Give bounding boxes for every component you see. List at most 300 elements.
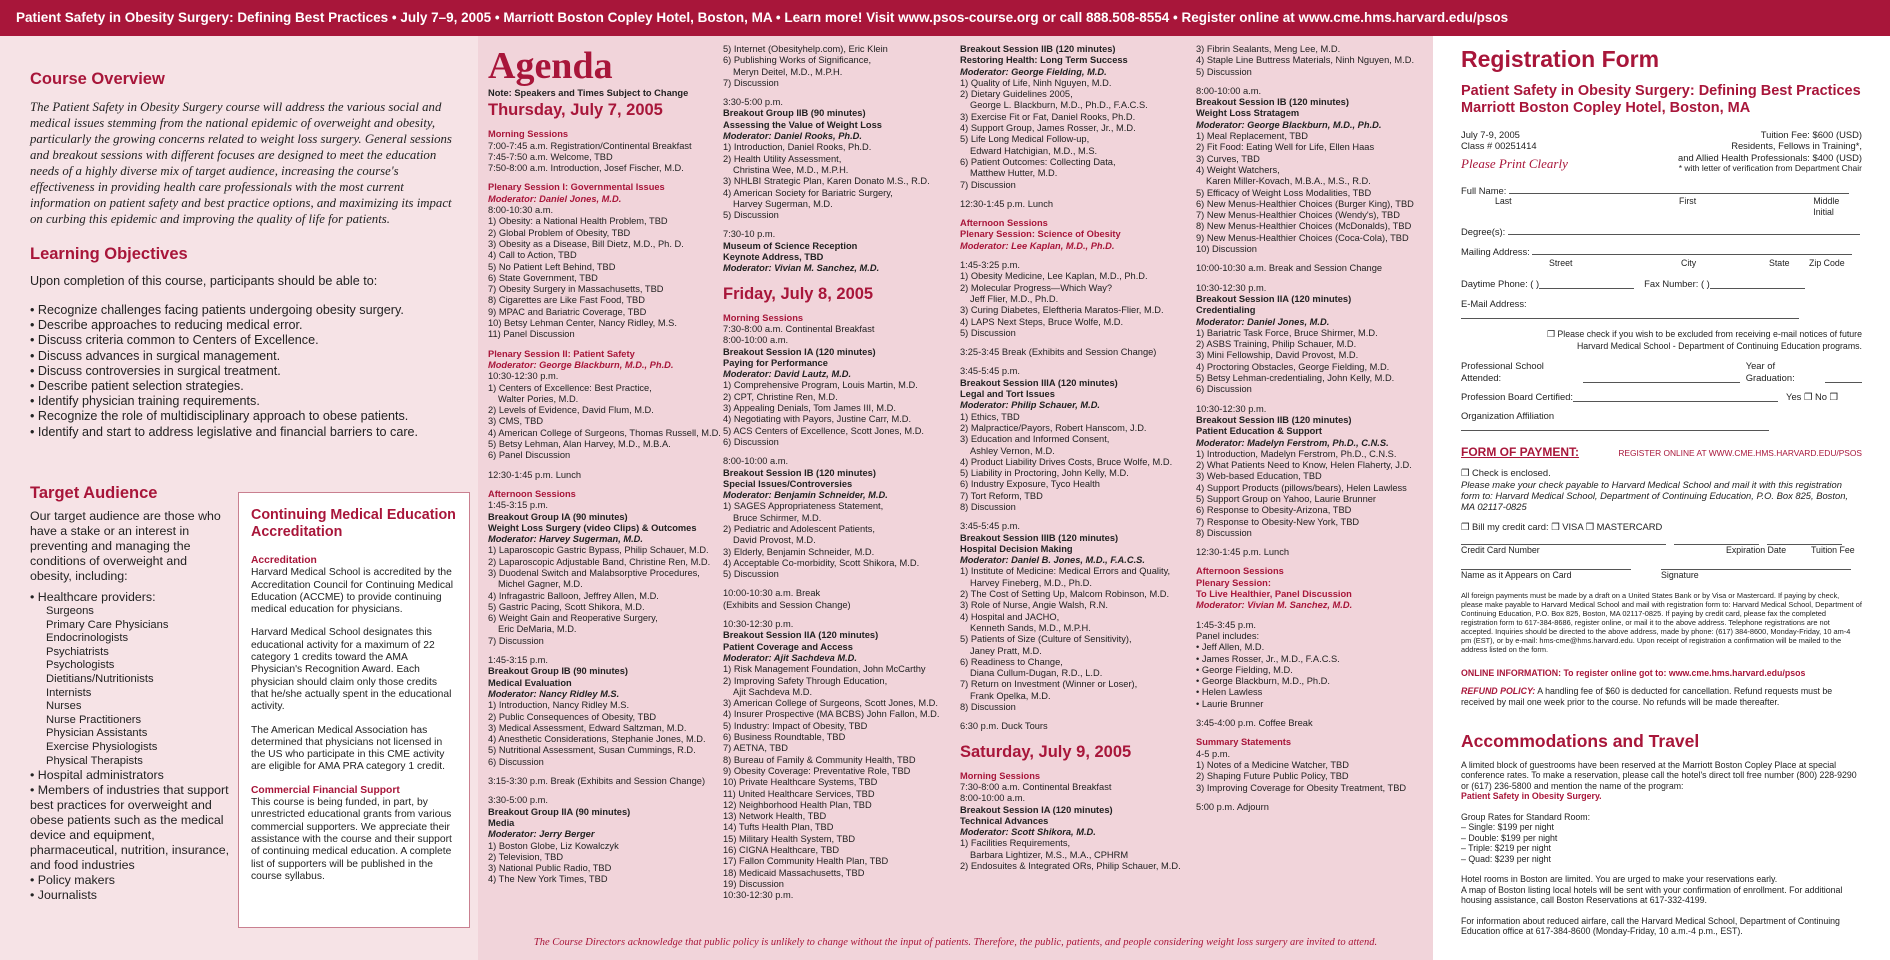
agenda-line: 2) Malpractice/Payors, Robert Hanscom, J.D. — [960, 422, 1147, 433]
audience-item: • Policy makers — [30, 873, 230, 888]
agenda-line: 2) Public Consequences of Obesity, TBD — [488, 711, 657, 722]
agenda-line: Moderator: Benjamin Schneider, M.D. — [723, 490, 888, 501]
agenda-spacer — [1196, 275, 1428, 283]
agenda-line: 3) Web-based Education, TBD — [1196, 471, 1322, 482]
agenda-line: 7) Obesity Surgery in Massachusetts, TBD — [488, 284, 664, 295]
agenda-spacer — [1196, 558, 1428, 566]
agenda-title: Agenda — [488, 45, 613, 87]
agenda-line: Meryn Deitel, M.D., M.P.H. — [733, 66, 843, 77]
agenda-line: 1) Centers of Excellence: Best Practice, — [488, 382, 652, 393]
agenda-line: Moderator: Madelyn Ferstrom, Ph.D., C.N.S. — [1196, 437, 1389, 448]
agenda-line: 8:00-10:00 a.m. — [960, 793, 1026, 804]
course-date: July 7-9, 2005 — [1461, 129, 1520, 140]
agenda-line: 6:30 p.m. Duck Tours — [960, 721, 1048, 732]
agenda-spacer — [723, 448, 958, 456]
agenda-line: 4) Hospital and JACHO, — [960, 611, 1060, 622]
agenda-line: 6) Readiness to Change, — [960, 656, 1063, 667]
agenda-line: 8) Discussion — [1196, 527, 1252, 538]
agenda-line: Plenary Session: — [1196, 577, 1271, 588]
agenda-line: 6) Patient Outcomes: Collecting Data, — [960, 156, 1116, 167]
agenda-line: 5) Nutritional Assessment, Susan Cummings, R.D. — [488, 745, 696, 756]
board-field[interactable] — [1573, 391, 1778, 402]
agenda-line: 2) The Cost of Setting Up, Malcom Robinson, M.D. — [960, 589, 1170, 600]
agenda-line: 3) National Public Radio, TBD — [488, 863, 612, 874]
target-audience-text: Our target audience are those who have a stake or an interest in preventing and managing the conditions of overweight and obesity, including: — [30, 509, 221, 583]
agenda-line: 8) Discussion — [960, 501, 1016, 512]
agenda-line: 6) Discussion — [1196, 384, 1252, 395]
agenda-line: 3) Medical Assessment, Edward Saltzman, M.D. — [488, 722, 687, 733]
agenda-line: Harvey Sugerman, M.D. — [733, 198, 833, 209]
agenda-spacer — [960, 513, 1190, 521]
agenda-line: Breakout Group IIA (90 minutes) — [488, 806, 631, 817]
agenda-line: 5) Discussion — [960, 327, 1016, 338]
agenda-line: 3) Appealing Denials, Tom James III, M.D. — [723, 403, 896, 414]
online-information[interactable]: ONLINE INFORMATION: To register online got to: www.cme.hms.harvard.edu/psos — [1461, 667, 1806, 678]
agenda-line: 1:45-3:45 p.m. — [1196, 619, 1256, 630]
agenda-line: 3) Duodenal Switch and Malabsorptive Procedures, — [488, 567, 700, 578]
agenda-line: Plenary Session: Science of Obesity — [960, 229, 1121, 240]
agenda-spacer — [488, 341, 713, 349]
agenda-line: 3) Curves, TBD — [1196, 153, 1260, 164]
agenda-line: 11) Panel Discussion — [488, 329, 575, 340]
agenda-line: 3:45-5:45 p.m. — [960, 521, 1020, 532]
agenda-line: 12:30-1:45 p.m. Lunch — [960, 198, 1054, 209]
agenda-line: 4-5 p.m. — [1196, 748, 1231, 759]
agenda-line: Media — [488, 817, 515, 828]
agenda-line: 5) Liability in Proctoring, John Kelly, M.D. — [960, 468, 1129, 479]
agenda-line: 7:30-10 p.m. — [723, 229, 776, 240]
agenda-line: Keynote Address, TBD — [723, 252, 824, 263]
course-info: July 7-9, 2005 Class # 00251414 Please Print Clearly Tuition Fee: $600 (USD) Residents, Fellows in Training*, and Allied Health Professionals: $400 (USD) * with letter of verification from Department Chair — [1461, 129, 1862, 174]
agenda-line: Morning Sessions — [488, 129, 569, 140]
agenda-spacer — [723, 611, 958, 619]
agenda-line: Restoring Health: Long Term Success — [960, 55, 1128, 66]
graduation-field[interactable] — [1825, 360, 1862, 383]
agenda-line: Breakout Session IB (120 minutes) — [723, 467, 876, 478]
full-name-field[interactable] — [1509, 193, 1849, 194]
yes-no-checkboxes[interactable]: Yes ❒ No ❒ — [1786, 390, 1838, 402]
agenda-line: Eric DeMaria, M.D. — [498, 624, 577, 635]
agenda-line: 1:45-3:15 p.m. — [488, 655, 548, 666]
acknowledgement: The Course Directors acknowledge that public policy is unlikely to change without the input of patients. Therefore, the public, patients, and people considering weight loss surgery are invited to attend. — [533, 937, 1378, 948]
school-field[interactable] — [1583, 360, 1739, 383]
agenda-spacer — [488, 462, 713, 470]
agenda-line: Breakout Session IIIB (120 minutes) — [960, 532, 1119, 543]
agenda-line: 2) Pediatric and Adolescent Patients, — [723, 523, 875, 534]
payment-header — [1461, 445, 1862, 459]
agenda-line: 3:30-5:00 p.m. — [723, 97, 783, 108]
agenda-line: 3) CMS, TBD — [488, 416, 544, 427]
audience-list — [30, 590, 230, 903]
agenda-line: Moderator: George Blackburn, M.D., Ph.D. — [1196, 119, 1382, 130]
agenda-line: 8:00-10:30 a.m. — [488, 205, 554, 216]
objective-item: • Discuss criteria common to Centers of Excellence. — [30, 333, 460, 348]
agenda-line: Moderator: George Blackburn, M.D., Ph.D. — [488, 359, 674, 370]
agenda-line: 7) Discussion — [723, 77, 779, 88]
audience-item: • Journalists — [30, 888, 230, 903]
objective-item: • Identify and start to address legislative and financial barriers to care. — [30, 425, 460, 440]
agenda-line: 10) Discussion — [1196, 244, 1257, 255]
agenda-spacer — [960, 210, 1190, 218]
agenda-panel — [478, 36, 1433, 960]
agenda-line: 4) Staple Line Buttress Materials, Ninh Nguyen, M.D. — [1196, 55, 1415, 66]
agenda-line: 12:30-1:45 p.m. Lunch — [488, 469, 582, 480]
agenda-line: Diana Cullum-Dugan, R.D., L.D. — [970, 668, 1103, 679]
agenda-line: Ashley Vernon, M.D. — [970, 445, 1055, 456]
form-of-payment-heading: FORM OF PAYMENT: — [1461, 445, 1580, 460]
agenda-line: 1) Boston Globe, Liz Kowalczyk — [488, 840, 619, 851]
cme-paragraph: Harvard Medical School is accredited by the Accreditation Council for Continuing Medical Education (ACCME) to provide continuing medical education for physicians. — [251, 567, 454, 616]
agenda-line: 18) Medicaid Massachusetts, TBD — [723, 867, 865, 878]
agenda-line: 4) Insurer Prospective (MA BCBS) John Fallon, M.D. — [723, 709, 940, 720]
agenda-spacer — [960, 191, 1190, 199]
agenda-line: Breakout Session IIIA (120 minutes) — [960, 377, 1118, 388]
agenda-spacer — [1196, 729, 1428, 737]
agenda-line: Moderator: Nancy Ridley M.S. — [488, 688, 620, 699]
register-online-link[interactable]: REGISTER ONLINE AT WWW.CME.HMS.HARVARD.EDU/PSOS — [1618, 448, 1862, 459]
agenda-line: • George Blackburn, M.D., Ph.D. — [1196, 676, 1330, 687]
agenda-line: 7) New Menus-Healthier Choices (Wendy's), TBD — [1196, 210, 1400, 221]
agenda-line: 9) Obesity Coverage: Preventative Role, TBD — [723, 765, 911, 776]
agenda-line: 3) Education and Informed Consent, — [960, 434, 1110, 445]
agenda-line: 2) ASBS Training, Philip Schauer, M.D. — [1196, 339, 1357, 350]
agenda-line: 1) Comprehensive Program, Louis Martin, M.D. — [723, 380, 918, 391]
agenda-line: 13) Network Health, TBD — [723, 811, 827, 822]
phone-field[interactable] — [1539, 278, 1634, 289]
agenda-line: 10) Betsy Lehman Center, Nancy Ridley, M.S. — [488, 318, 677, 329]
agenda-day-heading: Thursday, July 7, 2005 — [488, 101, 663, 120]
agenda-line: 6) Industry Exposure, Tyco Health — [960, 479, 1100, 490]
agenda-spacer — [723, 275, 958, 283]
agenda-line: (Exhibits and Session Change) — [723, 599, 851, 610]
print-clearly: Please Print Clearly — [1461, 155, 1568, 171]
agenda-line: Hospital Decision Making — [960, 543, 1073, 554]
agenda-line: 2) Molecular Progress—Which Way? — [960, 282, 1113, 293]
card-labels: Credit Card Number Expiration Date Tuition Fee — [1461, 545, 1855, 556]
agenda-line: • Jeff Allen, M.D. — [1196, 642, 1265, 653]
credit-card-option[interactable]: ❒ Bill my credit card: ❒ VISA ❒ MASTERCARD — [1461, 520, 1663, 532]
agenda-line: 4) Anesthetic Considerations, Stephanie Jones, M.D. — [488, 734, 706, 745]
agenda-line: 4) American Society for Bariatric Surgery, — [723, 187, 893, 198]
agenda-line: 3:15-3:30 p.m. Break (Exhibits and Session Change) — [488, 776, 706, 787]
agenda-line: 5) Gastric Pacing, Scott Shikora, M.D. — [488, 601, 645, 612]
tuition-fee: Tuition Fee: $600 (USD) — [1760, 129, 1862, 140]
agenda-line: 3) Obesity as a Disease, Bill Dietz, M.D., Ph. D. — [488, 238, 684, 249]
agenda-line: 10) Private Healthcare Systems, TBD — [723, 777, 878, 788]
provider-item: Physical Therapists — [46, 754, 143, 767]
agenda-line: 4) Support Products (pillows/bears), Helen Lawless — [1196, 482, 1407, 493]
agenda-line: Breakout Group IIB (90 minutes) — [723, 108, 866, 119]
mailing-address-field[interactable] — [1532, 254, 1852, 255]
agenda-spacer — [488, 647, 713, 655]
class-number: Class # 00251414 — [1461, 140, 1537, 152]
agenda-line: 1) SAGES Appropriateness Statement, — [723, 501, 884, 512]
agenda-line: 1) Ethics, TBD — [960, 411, 1020, 422]
agenda-line: 1) Facilities Requirements, — [960, 838, 1071, 849]
agenda-line: 1) Notes of a Medicine Watcher, TBD — [1196, 759, 1349, 770]
agenda-line: 1) Introduction, Madelyn Ferstrom, Ph.D., C.N.S. — [1196, 448, 1397, 459]
agenda-line: 3) Role of Nurse, Angie Walsh, R.N. — [960, 600, 1108, 611]
agenda-line: 4) Support Group, James Rosser, Jr., M.D. — [960, 123, 1136, 134]
agenda-line: 12) Neighborhood Health Plan, TBD — [723, 799, 872, 810]
agenda-line: 12:30-1:45 p.m. Lunch — [1196, 547, 1290, 558]
agenda-line: 4) American College of Surgeons, Thomas Russell, M.D. — [488, 427, 721, 438]
agenda-line: 7:30-8:00 a.m. Continental Breakfast — [960, 781, 1112, 792]
agenda-line: Moderator: David Lautz, M.D. — [723, 369, 852, 380]
agenda-line: Afternoon Sessions — [488, 488, 576, 499]
agenda-line: 1) Introduction, Nancy Ridley M.S. — [488, 700, 630, 711]
agenda-line: 5) Industry: Impact of Obesity, TBD — [723, 720, 868, 731]
agenda-line: • Helen Lawless — [1196, 687, 1263, 698]
agenda-line: Weight Loss Surgery (video Clips) & Outcomes — [488, 522, 697, 533]
agenda-line: Breakout Group IA (90 minutes) — [488, 511, 628, 522]
agenda-line: 10:30-12:30 p.m. — [1196, 282, 1267, 293]
agenda-spacer — [1196, 794, 1428, 802]
provider-item: Nurses — [46, 700, 82, 713]
agenda-line: 2) Laparoscopic Adjustable Band, Christine Ren, M.D. — [488, 556, 711, 567]
agenda-column-2 — [723, 44, 958, 901]
agenda-spacer — [1196, 78, 1428, 86]
provider-item: Physician Assistants — [46, 727, 148, 740]
agenda-line: 2) Levels of Evidence, David Flum, M.D. — [488, 405, 654, 416]
agenda-line: 7) AETNA, TBD — [723, 743, 788, 754]
agenda-line: 1) Quality of Life, Ninh Nguyen, M.D. — [960, 77, 1112, 88]
agenda-line: 5) Support Group on Yahoo, Laurie Brunner — [1196, 493, 1377, 504]
agenda-line: 10:30-12:30 p.m. — [723, 619, 794, 630]
agenda-column-3 — [960, 44, 1190, 872]
agenda-line: 8) Bureau of Family & Community Health, TBD — [723, 754, 916, 765]
agenda-line: 7:30-8:00 a.m. Continental Breakfast — [723, 323, 875, 334]
check-instructions: Please make your check payable to Harvard Medical School and mail it with this registration form to: Harvard Medical School, Department of Continuing Education, P.O. Box 825, Boston, MA 02117-0825 — [1461, 478, 1849, 513]
agenda-line: 3:45-5:45 p.m. — [960, 366, 1020, 377]
agenda-line: 3:30-5:00 p.m. — [488, 795, 548, 806]
financial-support-heading: Commercial Financial Support — [251, 784, 400, 796]
agenda-line: Harvey Fineberg, M.D., Ph.D. — [970, 577, 1092, 588]
agenda-line: 4) Infragastric Balloon, Jeffrey Allen, M.D. — [488, 590, 659, 601]
agenda-spacer — [488, 174, 713, 182]
agenda-line: 1) Institute of Medicine: Medical Errors and Quality, — [960, 566, 1171, 577]
agenda-column-1 — [488, 44, 721, 886]
agenda-line: Breakout Session IIB (120 minutes) — [960, 44, 1116, 54]
agenda-line: 4) Product Liability Drives Costs, Bruce Wolfe, M.D. — [960, 456, 1173, 467]
left-panel — [0, 36, 478, 960]
agenda-line: 2) Improving Safety Through Education, — [723, 675, 888, 686]
agenda-line: Afternoon Sessions — [1196, 566, 1284, 577]
agenda-line: Credentialing — [1196, 305, 1256, 316]
school-row: Professional School Attended: Year of Graduation: — [1461, 360, 1862, 383]
provider-item: Dietitians/Nutritionists — [46, 672, 154, 685]
agenda-line: Plenary Session I: Governmental Issues — [488, 182, 665, 193]
agenda-line: Special Issues/Controversies — [723, 478, 853, 489]
agenda-line: Moderator: Philip Schauer, M.D. — [960, 400, 1100, 411]
objective-item: • Discuss controversies in surgical treatment. — [30, 364, 460, 379]
agenda-spacer — [1196, 255, 1428, 263]
agenda-line: 7) Tort Reform, TBD — [960, 490, 1043, 501]
audience-item: • Members of industries that support best practices for overweight and obese patients such as the medical device and equipment, pharmaceutical, nutrition, insurance, and food industries — [30, 783, 230, 873]
agenda-line: 6) Business Roundtable, TBD — [723, 732, 846, 743]
agenda-line: Breakout Session IA (120 minutes) — [960, 804, 1113, 815]
agenda-line: 3) Improving Coverage for Obesity Treatment, TBD — [1196, 782, 1407, 793]
agenda-line: 3) American College of Surgeons, Scott Jones, M.D. — [723, 698, 938, 709]
agenda-line: 1) Introduction, Daniel Rooks, Ph.D. — [723, 142, 872, 153]
payment-fine-print: All foreign payments must be made by a draft on a United States Bank or by Visa or Mastercard. If paying by check, please make payable to Harvard Medical School and mail with registration form to: Harvard Medical School, Department of Continuing Education, P.O. Box 825, Boston, MA 02117-0825. If paying by credit card, please fax the completed registration form to 617-384-8686, register online, or mail it to the above address. Telephone registrations are not accepted. Inquiries should be directed to the above address, made by phone: (617) 384-8600, Monday-Friday, 10 am-4 pm (EST), or by e-mail: hms-cme@hms.harvard.edu. Upon receipt of registration a confirmation will be mailed to the address listed on the form. — [1461, 590, 1862, 654]
agenda-line: 10:30-12:30 p.m. — [488, 371, 559, 382]
cme-title: Continuing Medical Education Accreditation — [251, 507, 456, 540]
agenda-line: 5) Discussion — [1196, 66, 1252, 77]
agenda-line: 10:00-10:30 a.m. Break — [723, 588, 821, 599]
agenda-line: Christina Wee, M.D., M.P.H. — [733, 164, 849, 175]
agenda-spacer — [488, 481, 713, 489]
agenda-line: 3) Curing Diabetes, Eleftheria Maratos-Flier, M.D. — [960, 305, 1164, 316]
registration-subtitle: Patient Safety in Obesity Surgery: Defining Best Practices Marriott Boston Copley Hotel, Boston, MA — [1461, 83, 1861, 116]
agenda-line: Weight Loss Stratagem — [1196, 108, 1300, 119]
agenda-line: Morning Sessions — [723, 312, 804, 323]
agenda-line: 2) Endosuites & Integrated ORs, Philip Schauer, M.D. — [960, 861, 1181, 871]
agenda-spacer — [960, 763, 1190, 771]
agenda-line: Moderator: George Fielding, M.D. — [960, 66, 1107, 77]
agenda-spacer — [1196, 710, 1428, 718]
agenda-line: 4) Negotiating with Payors, Justine Carr, M.D. — [723, 414, 912, 425]
agenda-line: 6) Publishing Works of Significance, — [723, 55, 872, 66]
agenda-line: 1:45-3:25 p.m. — [960, 260, 1020, 271]
name-row: Full Name: Last First Middle Initial — [1461, 185, 1862, 219]
agenda-line: Moderator: Lee Kaplan, M.D., Ph.D. — [960, 240, 1115, 251]
agenda-line: Morning Sessions — [960, 770, 1041, 781]
exclude-checkbox[interactable]: ❒ Please check if you wish to be excluded from receiving e-mail notices of future Harvard Medical School - Department of Continuing Education programs. — [1547, 329, 1862, 351]
agenda-line: Moderator: Daniel Rooks, Ph.D. — [723, 131, 862, 142]
agenda-line: Breakout Session IA (120 minutes) — [723, 346, 876, 357]
agenda-line: Moderator: Scott Shikora, M.D. — [960, 827, 1096, 838]
provider-item: Nurse Practitioners — [46, 713, 142, 726]
fax-field[interactable] — [1710, 278, 1805, 289]
phone-row: Daytime Phone: ( ) Fax Number: ( ) — [1461, 278, 1862, 289]
agenda-line: George L. Blackburn, M.D., Ph.D., F.A.C.S. — [970, 100, 1148, 111]
agenda-line: Moderator: Daniel B. Jones, M.D., F.A.C.S. — [960, 555, 1145, 566]
provider-item: Psychologists — [46, 659, 115, 672]
agenda-line: Moderator: Jerry Berger — [488, 829, 595, 840]
agenda-line: Breakout Group IB (90 minutes) — [488, 666, 628, 677]
agenda-line: 5) ACS Centers of Excellence, Scott Jones, M.D. — [723, 425, 924, 436]
agenda-spacer — [488, 787, 713, 795]
agenda-line: Kenneth Sands, M.D., M.P.H. — [970, 622, 1091, 633]
agenda-line: 3:45-4:00 p.m. Coffee Break — [1196, 718, 1313, 729]
provider-item: Internists — [46, 686, 92, 699]
agenda-line: 2) Shaping Future Public Policy, TBD — [1196, 771, 1349, 782]
org-row: Organization Affiliation — [1461, 410, 1862, 433]
agenda-line: 6) Weight Gain and Reoperative Surgery, — [488, 613, 658, 624]
agenda-line: Medical Evaluation — [488, 677, 572, 688]
agenda-line: Breakout Session IIA (120 minutes) — [1196, 293, 1352, 304]
agenda-line: 14) Tufts Health Plan, TBD — [723, 822, 834, 833]
agenda-spacer — [1196, 539, 1428, 547]
agenda-line: David Provost, M.D. — [733, 535, 816, 546]
cme-paragraph: The American Medical Association has determined that physicians not licensed in the US who participate in this CME activity are eligible for AMA PRA category 1 credit. — [251, 724, 446, 773]
agenda-line: 8:00-10:00 a.m. — [723, 456, 789, 467]
agenda-line: 6) New Menus-Healthier Choices (Burger King), TBD — [1196, 198, 1414, 209]
agenda-line: 2) Television, TBD — [488, 851, 564, 862]
objectives-intro: Upon completion of this course, participants should be able to: — [30, 274, 378, 288]
agenda-column-4 — [1196, 44, 1428, 813]
agenda-line: Edward Hatchigian, M.D., M.S. — [970, 145, 1098, 156]
agenda-line: Janey Pratt, M.D. — [970, 645, 1042, 656]
agenda-line: 1) Obesity Medicine, Lee Kaplan, M.D., Ph.D. — [960, 271, 1148, 282]
agenda-line: 5) Betsy Lehman-credentialing, John Kelly, M.D. — [1196, 373, 1395, 384]
check-option[interactable]: ❒ Check is enclosed. — [1461, 467, 1551, 479]
accommodations-text: A limited block of guestrooms have been reserved at the Marriott Boston Copley Place at special conference rates. To make a reservation, please call the hotel's direct toll free number (800) 228-9290 or (617) 236-5800 and mention the name of the program: Patient Safety in Obesity Surgery. Group Rates for Standard Room: – Single: $199 per night – Double: $199 per night – Triple: $219 per night – Quad: $239 per night Hotel rooms in Boston are limited. You are urged to make your reservations early. A map of Boston listing local hotels will be sent with your confirmation of enrollment. For additional housing assistance, call Boston Reservations at 617-332-4199. For information about reduced airfare, call the Harvard Medical School, Department of Continuing Education office at 617-384-8600 (Monday-Friday, 10 a.m.-4 p.m., EST). — [1461, 759, 1857, 937]
cme-paragraph: This course is being funded, in part, by unrestricted educational grants from various commercial supporters. We appreciate their assistance with the course and their support of continuing medical education. A complete list of supporters will be published in the course syllabus. — [251, 797, 452, 882]
agenda-line: Summary Statements — [1196, 737, 1292, 748]
agenda-line: Paying for Performance — [723, 357, 828, 368]
agenda-line: Afternoon Sessions — [960, 218, 1048, 229]
agenda-line: 1:45-3:15 p.m. — [488, 500, 548, 511]
agenda-line: 2) Fit Food: Eating Well for Life, Ellen Haas — [1196, 142, 1375, 153]
signature-labels: Name as it Appears on Card Signature — [1461, 569, 1699, 580]
agenda-line: Moderator: Vivian M. Sanchez, M.D. — [1196, 600, 1353, 611]
agenda-line: 2) Global Problem of Obesity, TBD — [488, 227, 631, 238]
agenda-day-heading: Saturday, July 9, 2005 — [960, 742, 1132, 761]
agenda-line: 7:00-7:45 a.m. Registration/Continental Breakfast — [488, 140, 692, 151]
agenda-line: 7) Discussion — [960, 179, 1016, 190]
agenda-spacer — [488, 768, 713, 776]
agenda-spacer — [723, 305, 958, 313]
agenda-spacer — [960, 358, 1190, 366]
agenda-line: 6) Panel Discussion — [488, 450, 571, 461]
agenda-line: 5) Betsy Lehman, Alan Harvey, M.D., M.B.A. — [488, 439, 671, 450]
objective-item: • Discuss advances in surgical management. — [30, 349, 460, 364]
agenda-line: 1) Bariatric Task Force, Bruce Shirmer, M.D. — [1196, 327, 1378, 338]
accreditation-heading: Accreditation — [251, 555, 317, 566]
degrees-field[interactable] — [1508, 234, 1860, 235]
agenda-spacer — [723, 580, 958, 588]
agenda-line: Moderator: Ajit Sachdeva M.D. — [723, 652, 857, 663]
agenda-line: 16) CIGNA Healthcare, TBD — [723, 845, 840, 855]
agenda-line: Frank Opelka, M.D. — [970, 690, 1051, 701]
agenda-line: 8) Cigarettes are Like Fast Food, TBD — [488, 295, 645, 306]
agenda-line: 7:45-7:50 a.m. Welcome, TBD — [488, 151, 613, 162]
agenda-line: 9) New Menus-Healthier Choices (Coca-Cola), TBD — [1196, 232, 1409, 243]
agenda-line: Moderator: Harvey Sugerman, M.D. — [488, 534, 643, 545]
objective-item: • Recognize challenges facing patients undergoing obesity surgery. — [30, 303, 460, 318]
registration-title: Registration Form — [1461, 46, 1660, 72]
agenda-line: 4) Call to Action, TBD — [488, 250, 577, 261]
agenda-line: 5) Efficacy of Weight Loss Modalities, TBD — [1196, 187, 1372, 198]
agenda-line: 3) Mini Fellowship, David Provost, M.D. — [1196, 350, 1359, 361]
degrees-row: Degree(s): — [1461, 226, 1862, 237]
agenda-line: Technical Advances — [960, 815, 1049, 826]
agenda-line: Moderator: Daniel Jones, M.D. — [488, 193, 622, 204]
registration-panel — [1433, 36, 1890, 960]
agenda-line: 5) No Patient Left Behind, TBD — [488, 261, 616, 272]
mailing-row: Mailing Address: Street City State Zip Code — [1461, 246, 1862, 269]
email-field[interactable] — [1461, 318, 1799, 319]
agenda-line: Patient Coverage and Access — [723, 641, 853, 652]
agenda-line: 2) Dietary Guidelines 2005, — [960, 89, 1073, 100]
agenda-line: 8) New Menus-Healthier Choices (McDonalds), TBD — [1196, 221, 1412, 232]
agenda-line: Walter Pories, M.D. — [498, 393, 579, 404]
agenda-line: Breakout Session IIB (120 minutes) — [1196, 414, 1352, 425]
agenda-line: 8:00-10:00 a.m. — [1196, 85, 1262, 96]
agenda-line: 3) Elderly, Benjamin Schneider, M.D. — [723, 546, 875, 557]
organization-field[interactable] — [1461, 430, 1769, 431]
agenda-line: Museum of Science Reception — [723, 240, 858, 251]
board-row: Profession Board Certified: Yes ❒ No ❒ — [1461, 390, 1838, 402]
agenda-line: 3) Exercise Fit or Fat, Daniel Rooks, Ph.D. — [960, 111, 1136, 122]
agenda-line: Moderator: Vivian M. Sanchez, M.D. — [723, 263, 880, 274]
agenda-line: 17) Fallon Community Health Plan, TBD — [723, 856, 889, 867]
agenda-line: 1) Laparoscopic Gastric Bypass, Philip Schauer, M.D. — [488, 545, 709, 556]
agenda-line: 9) MPAC and Bariatric Coverage, TBD — [488, 306, 647, 317]
agenda-spacer — [960, 713, 1190, 721]
